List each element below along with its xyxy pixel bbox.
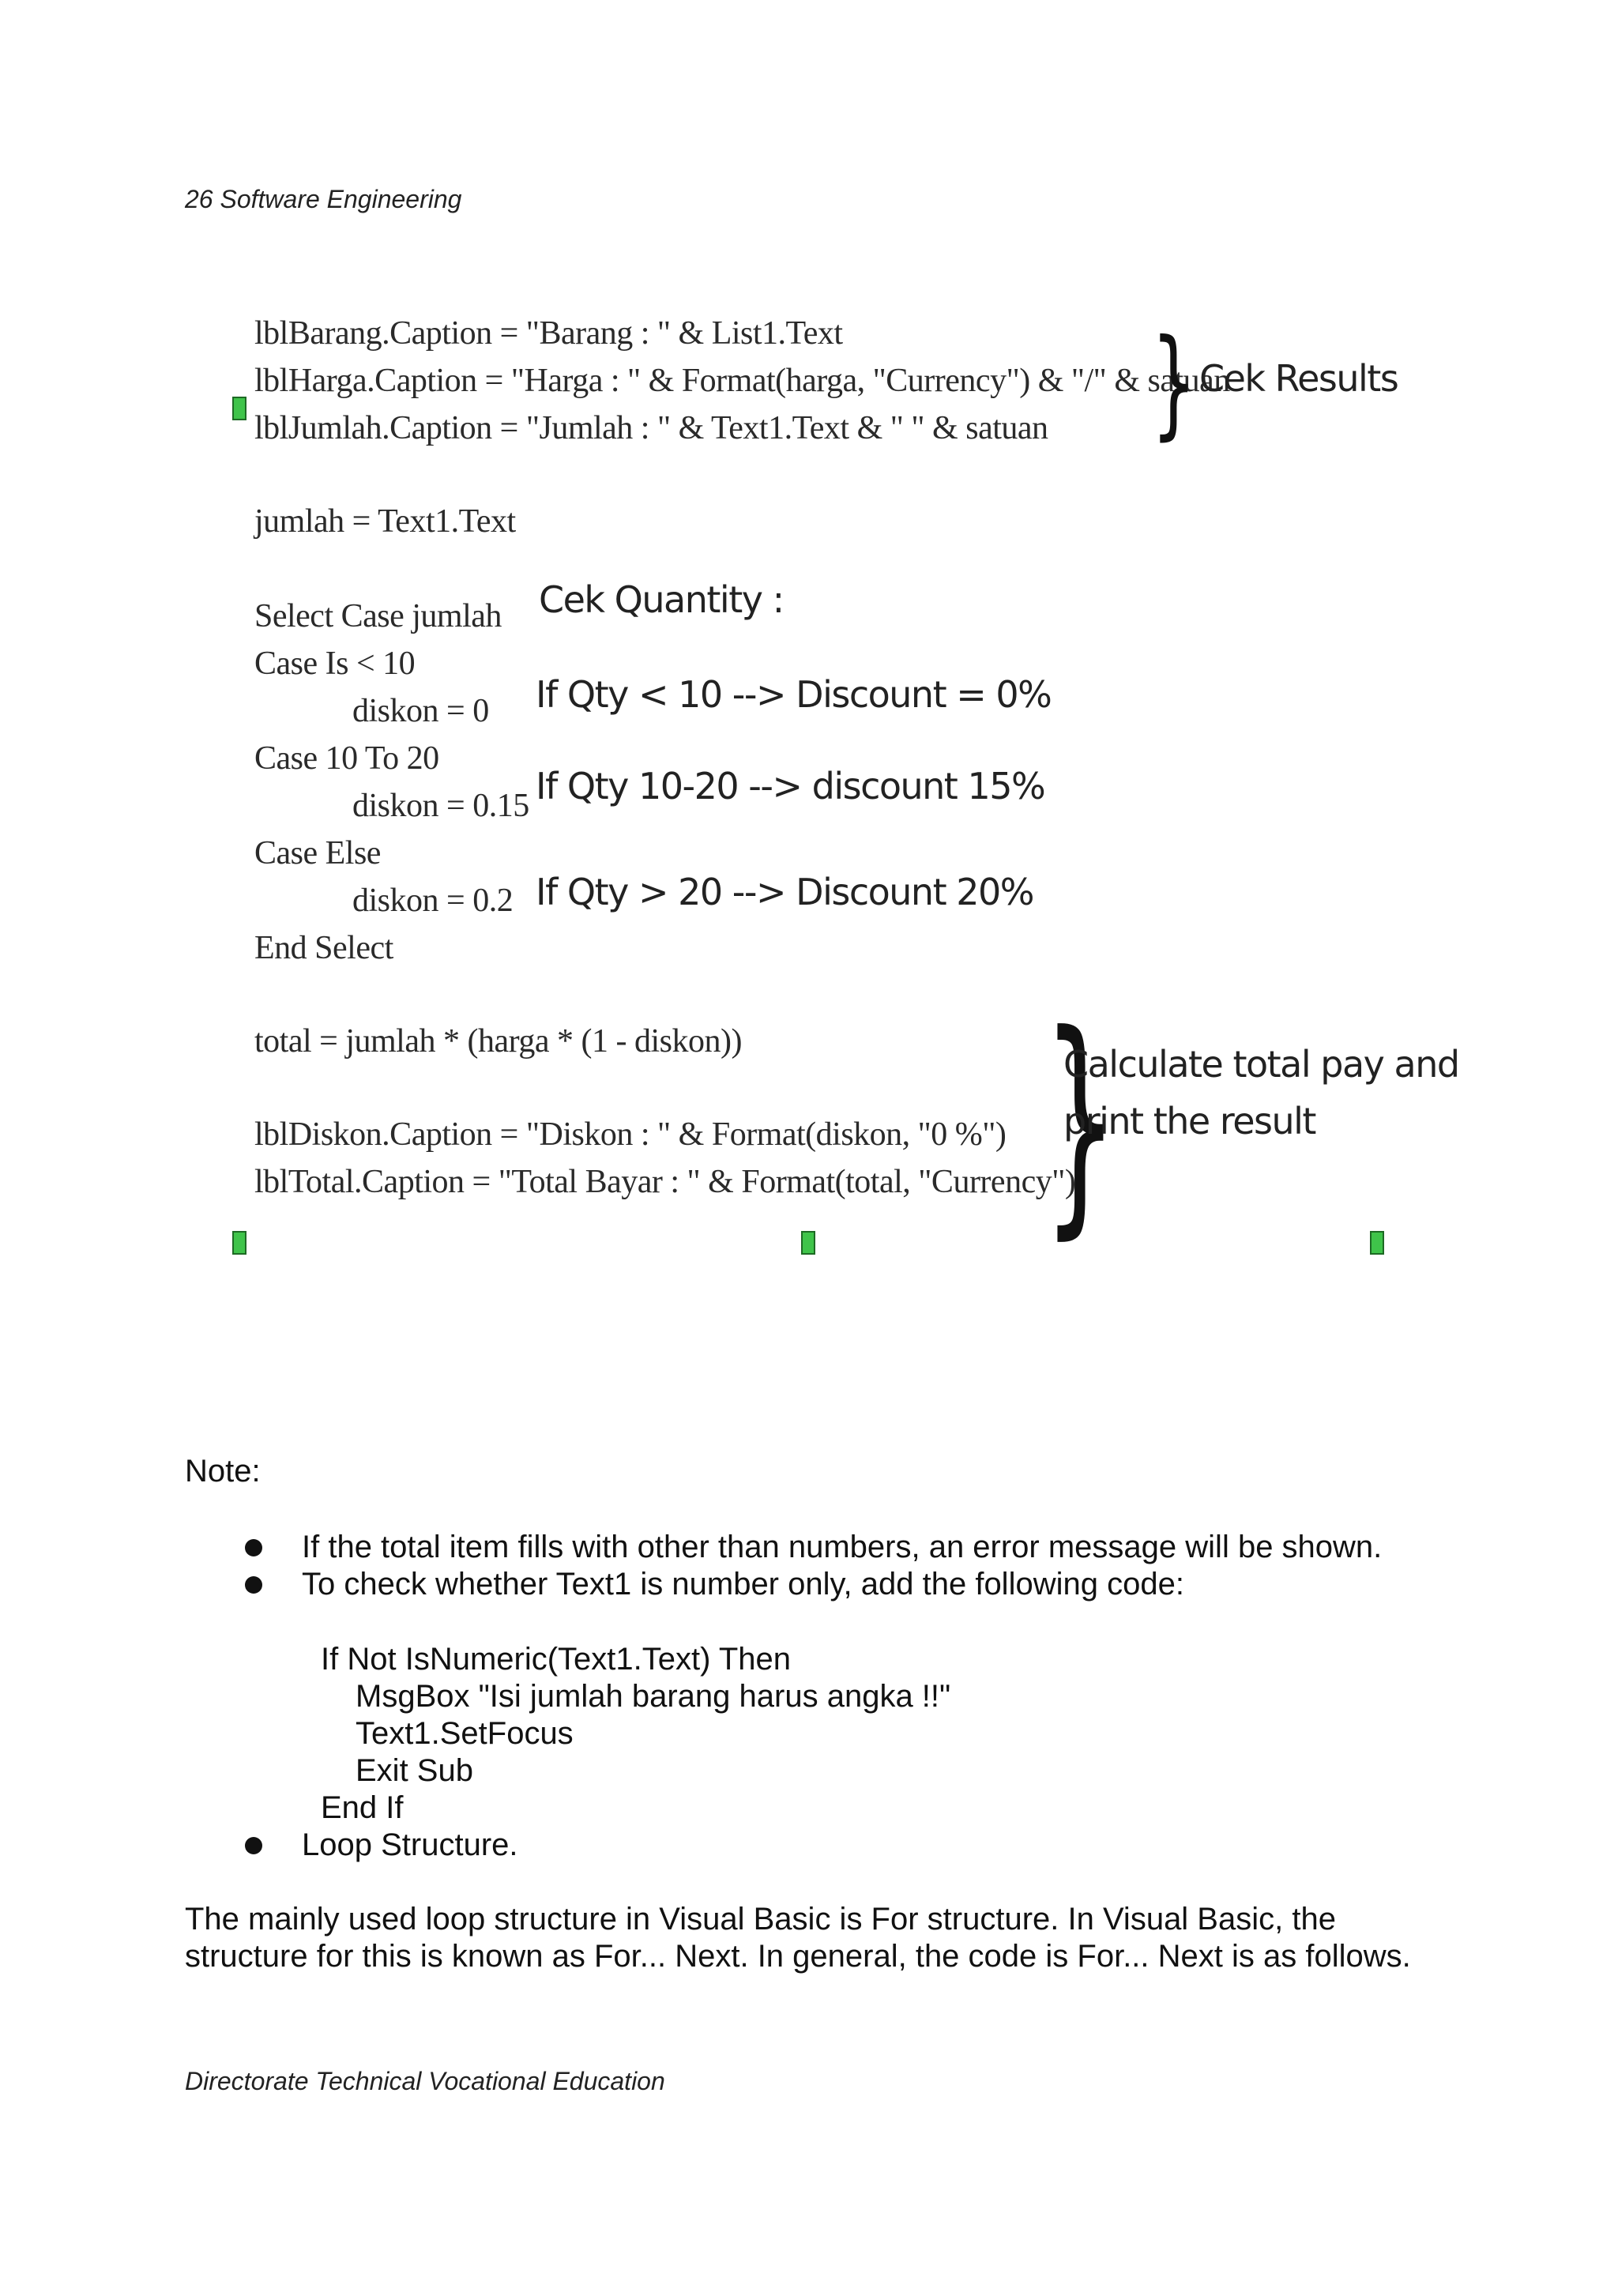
code-line: Case Else [254,835,381,871]
code-line: lblJumlah.Caption = "Jumlah : " & Text1.Text & " " & satuan [254,410,1048,446]
code-line: lblTotal.Caption = "Total Bayar : " & Format(total, "Currency") [254,1164,1076,1200]
code-line: total = jumlah * (harga * (1 - diskon)) [254,1023,742,1060]
page-header: 26 Software Engineering [185,185,462,213]
list-item-text: If the total item fills with other than numbers, an error message will be shown. [302,1530,1383,1564]
code-line: jumlah = Text1.Text [254,503,516,540]
note-label: Note: [185,1454,261,1489]
annotation-rule: If Qty > 20 --> Discount 20% [536,871,1033,913]
selection-handle-icon[interactable] [232,1231,246,1255]
list-item-text: To check whether Text1 is number only, add the following code: [302,1567,1184,1602]
bullet-icon [245,1576,262,1594]
code-line: End If [321,1790,404,1825]
list-item-text: Loop Structure. [302,1827,518,1862]
bullet-icon [245,1837,262,1854]
code-line: Text1.SetFocus [356,1716,574,1751]
annotation-rule: If Qty 10-20 --> discount 15% [536,765,1045,807]
code-line: MsgBox "Isi jumlah barang harus angka !!" [356,1679,951,1714]
brace-right-icon: } [1042,984,1119,1259]
brace-right-icon: } [1151,314,1197,452]
annotation-cek-quantity: Cek Quantity : [539,578,784,621]
code-line: End Select [254,930,393,966]
annotation-calculate: Calculate total pay and [1063,1043,1459,1086]
code-line: Select Case jumlah [254,598,502,634]
code-line: lblHarga.Caption = "Harga : " & Format(harga, "Currency") & "/" & satuan [254,363,1230,399]
code-line: diskon = 0.2 [352,883,514,919]
code-line: Case Is < 10 [254,646,416,682]
annotation-calculate: print the result [1063,1100,1315,1142]
selection-handle-icon[interactable] [1370,1231,1384,1255]
annotation-cek-results: Cek Results [1199,357,1398,400]
selection-handle-icon[interactable] [801,1231,815,1255]
annotation-rule: If Qty < 10 --> Discount = 0% [536,673,1052,716]
code-line: diskon = 0.15 [352,788,529,824]
code-figure [221,292,1459,1288]
code-line: lblBarang.Caption = "Barang : " & List1.Text [254,315,843,352]
selection-handle-icon[interactable] [232,397,246,420]
bullet-icon [245,1539,262,1556]
code-line: If Not IsNumeric(Text1.Text) Then [321,1642,791,1677]
body-paragraph: The mainly used loop structure in Visual Basic is For structure. In Visual Basic, the structure for this is known as For... Next. In general, the code is For... Next is as follows. [185,1902,1411,1974]
code-line: lblDiskon.Caption = "Diskon : " & Format(diskon, "0 %") [254,1116,1007,1153]
code-line: Case 10 To 20 [254,740,439,777]
code-line: Exit Sub [356,1753,473,1788]
code-line: diskon = 0 [352,693,489,729]
page-footer: Directorate Technical Vocational Education [185,2067,665,2095]
